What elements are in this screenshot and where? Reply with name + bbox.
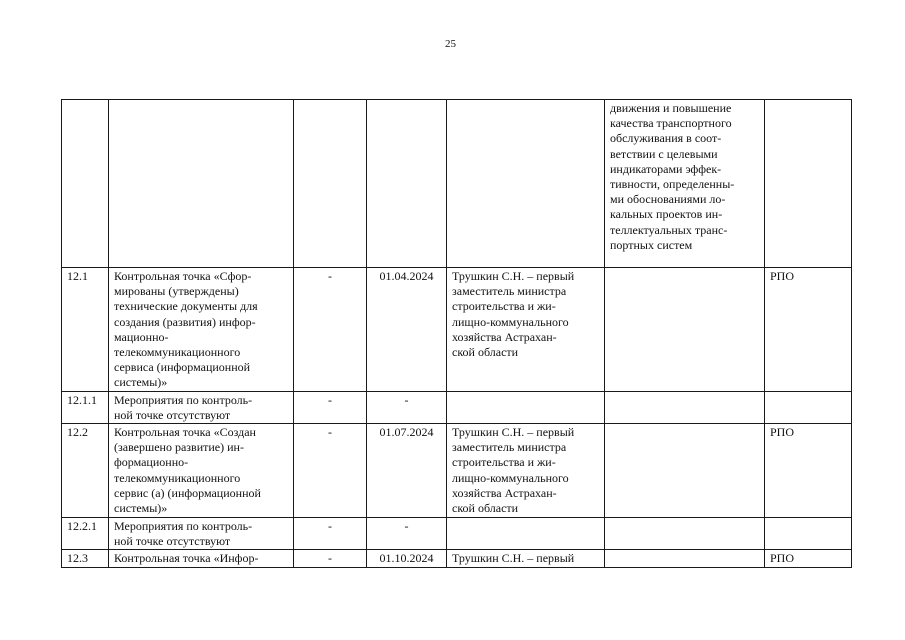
cell-start: -	[294, 424, 367, 518]
cell-result	[605, 424, 765, 518]
cell-system: РПО	[765, 424, 852, 518]
cell-result	[605, 550, 765, 567]
cell-system: РПО	[765, 550, 852, 567]
cell-responsible: Трушкин С.Н. – первый заместитель министра строительства и жи- лищно-коммунального хозяйства Астрахан- ской области	[447, 268, 605, 392]
cell-date: -	[367, 518, 447, 550]
cell-num: 12.1	[62, 268, 109, 392]
table-row	[62, 518, 852, 550]
cell-result	[605, 268, 765, 392]
cell-name: Контрольная точка «Сфор- мированы (утверждены) технические документы для создания (развития) инфор- мационно- телекоммуникационного сервиса (информационной системы)»	[109, 268, 294, 392]
cell-system	[765, 518, 852, 550]
cell-system: РПО	[765, 268, 852, 392]
cell-responsible: Трушкин С.Н. – первый	[447, 550, 605, 567]
cell-num: 12.1.1	[62, 391, 109, 423]
cell-num: 12.2	[62, 424, 109, 518]
table-row	[62, 424, 852, 518]
table-row	[62, 268, 852, 392]
table-row	[62, 391, 852, 423]
cell-start	[294, 100, 367, 268]
plan-table	[61, 99, 852, 568]
cell-start: -	[294, 518, 367, 550]
cell-date: 01.10.2024	[367, 550, 447, 567]
page-number: 25	[445, 38, 456, 50]
cell-result	[605, 518, 765, 550]
cell-start: -	[294, 268, 367, 392]
cell-date	[367, 100, 447, 268]
table-row	[62, 550, 852, 567]
cell-name: Мероприятия по контроль- ной точке отсутствуют	[109, 391, 294, 423]
result-text: движения и повышение качества транспортного обслуживания в соот- ветствии с целевыми индикаторами эффек- тивности, определенны- ми обоснованиями ло- кальных проектов ин- теллектуальных транс- портных систем	[610, 101, 735, 252]
cell-responsible: Трушкин С.Н. – первый заместитель министра строительства и жи- лищно-коммунального хозяйства Астрахан- ской области	[447, 424, 605, 518]
cell-result	[605, 100, 765, 268]
cell-name: Мероприятия по контроль- ной точке отсутствуют	[109, 518, 294, 550]
cell-num: 12.2.1	[62, 518, 109, 550]
cell-name	[109, 100, 294, 268]
cell-responsible	[447, 391, 605, 423]
cell-num	[62, 100, 109, 268]
cell-system	[765, 100, 852, 268]
cell-result	[605, 391, 765, 423]
cell-date: -	[367, 391, 447, 423]
cell-name: Контрольная точка «Инфор-	[109, 550, 294, 567]
cell-responsible	[447, 100, 605, 268]
cell-system	[765, 391, 852, 423]
cell-date: 01.07.2024	[367, 424, 447, 518]
cell-responsible	[447, 518, 605, 550]
cell-start: -	[294, 550, 367, 567]
cell-date: 01.04.2024	[367, 268, 447, 392]
cell-start: -	[294, 391, 367, 423]
cell-num: 12.3	[62, 550, 109, 567]
table-row-continuation	[62, 100, 852, 268]
cell-name: Контрольная точка «Создан (завершено развитие) ин- формационно- телекоммуникационного сервис (а) (информационной системы)»	[109, 424, 294, 518]
